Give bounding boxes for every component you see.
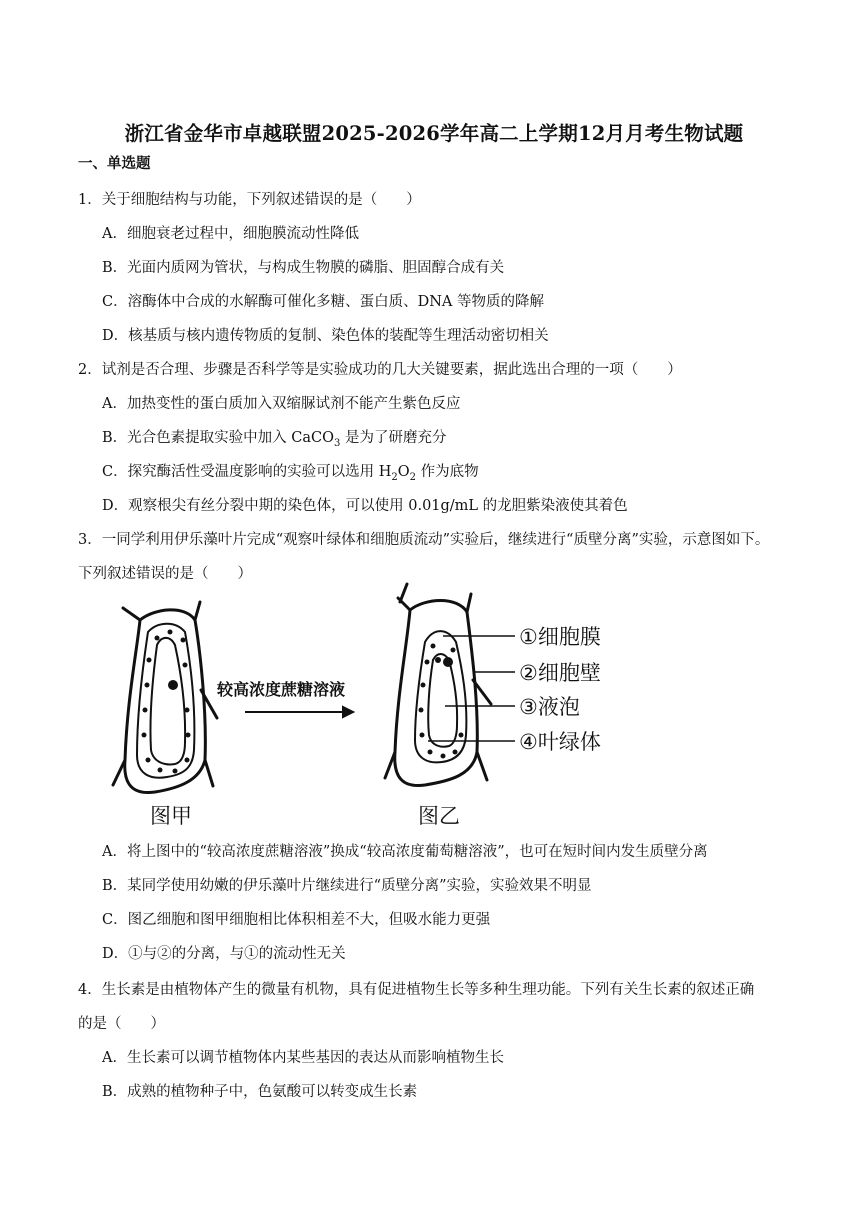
question-2-option-a: A．加热变性的蛋白质加入双缩脲试剂不能产生紫色反应 [102,396,461,412]
question-4-stem-line1: 4．生长素是由植物体产生的微量有机物，具有促进植物生长等多种生理功能。下列有关生长素的叙述正确 [78,982,755,998]
label-cell-wall: ②细胞壁 [519,661,601,685]
question-3-option-c: C．图乙细胞和图甲细胞相比体积相差不大，但吸水能力更强 [102,912,491,928]
question-1-stem: 1．关于细胞结构与功能，下列叙述错误的是（ ） [78,192,421,208]
arrow-icon [245,707,353,717]
question-3-stem-line1: 3．一同学利用伊乐藻叶片完成“观察叶绿体和细胞质流动”实验后，继续进行“质壁分离”实验，示意图如下。 [78,532,770,548]
question-3-option-a: A．将上图中的“较高浓度蔗糖溶液”换成“较高浓度葡萄糖溶液”，也可在短时间内发生质壁分离 [102,844,708,860]
figure-b-cell [385,584,491,786]
question-4-stem-line2: 的是（ ） [78,1016,165,1032]
question-4-option-b: B．成熟的植物种子中，色氨酸可以转变成生长素 [102,1084,418,1100]
section-heading: 一、单选题 [78,155,151,172]
plasmolysis-figure [95,580,655,830]
label-chloroplast: ④叶绿体 [519,730,601,754]
figure-b-protoplast [415,631,466,762]
question-1-option-b: B．光面内质网为管状，与构成生物膜的磷脂、胆固醇合成有关 [102,260,505,276]
caption-figure-b: 图乙 [418,804,460,828]
label-cell-membrane: ①细胞膜 [519,625,601,649]
question-1-option-d: D．核基质与核内遗传物质的复制、染色体的装配等生理活动密切相关 [102,328,549,344]
label-vacuole: ③液泡 [519,695,580,719]
question-2-option-d: D．观察根尖有丝分裂中期的染色体，可以使用 0.01g/mL 的龙胆紫染液使其着色 [102,498,628,514]
solution-label: 较高浓度蔗糖溶液 [217,680,346,699]
question-3-stem-line2: 下列叙述错误的是（ ） [78,566,252,582]
question-3-option-d: D．①与②的分离，与①的流动性无关 [102,946,346,962]
page-title: 浙江省金华市卓越联盟2025-2026学年高二上学期12月月考生物试题 [124,122,744,145]
question-1-option-a: A．细胞衰老过程中，细胞膜流动性降低 [102,226,359,242]
question-2-option-b: B．光合色素提取实验中加入 CaCO$_3$ 是为了研磨充分 [102,430,447,449]
question-4-option-a: A．生长素可以调节植物体内某些基因的表达从而影响植物生长 [102,1050,504,1066]
question-3-option-b: B．某同学使用幼嫩的伊乐藻叶片继续进行“质壁分离”实验，实验效果不明显 [102,878,592,894]
question-2-stem: 2．试剂是否合理、步骤是否科学等是实验成功的几大关键要素，据此选出合理的一项（ ） [78,362,682,378]
caption-figure-a: 图甲 [150,804,192,828]
question-1-option-c: C．溶酶体中合成的水解酶可催化多糖、蛋白质、DNA 等物质的降解 [102,294,544,310]
question-2-option-c: C．探究酶活性受温度影响的实验可以选用 $H_2O_2$ 作为底物 [102,464,479,483]
figure-a-protoplast [137,624,194,778]
